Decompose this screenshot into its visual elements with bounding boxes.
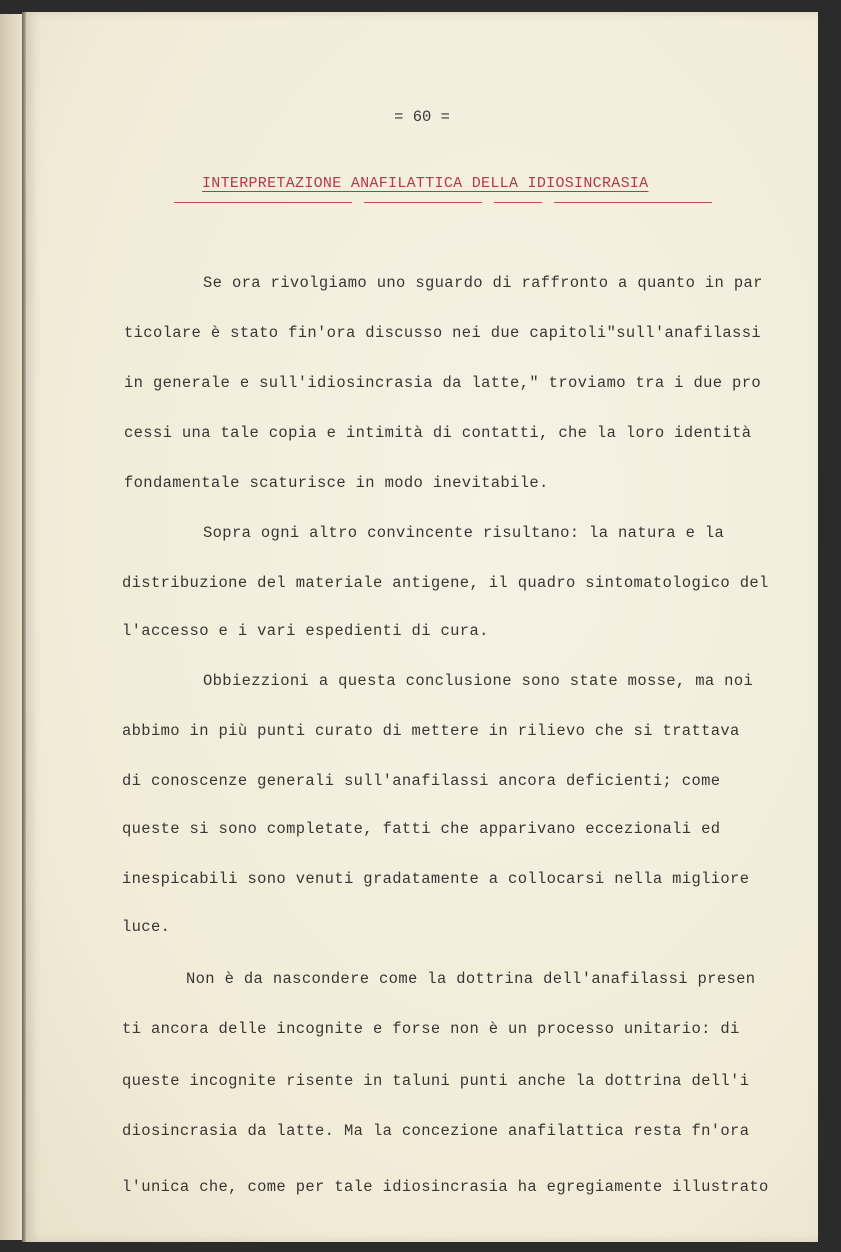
facing-page-edge xyxy=(0,14,23,1240)
text-line: Non è da nascondere come la dottrina dell'anafilassi presen xyxy=(186,970,756,988)
text-line: luce. xyxy=(122,918,171,936)
text-line: di conoscenze generali sull'anafilassi ancora deficienti; come xyxy=(122,772,721,790)
text-line: Se ora rivolgiamo uno sguardo di raffronto a quanto in par xyxy=(203,274,763,292)
text-line: l'accesso e i vari espedienti di cura. xyxy=(122,622,489,640)
text-line: in generale e sull'idiosincrasia da latte," troviamo tra i due pro xyxy=(124,374,761,392)
text-line: cessi una tale copia e intimità di contatti, che la loro identità xyxy=(124,424,752,442)
text-line: abbimo in più punti curato di mettere in rilievo che si trattava xyxy=(122,722,740,740)
title-double-rule-1 xyxy=(174,202,352,203)
text-line: distribuzione del materiale antigene, il quadro sintomatologico del xyxy=(122,574,769,592)
text-line: Sopra ogni altro convincente risultano: la natura e la xyxy=(203,524,725,542)
title-double-rule-2 xyxy=(364,202,482,203)
text-line: fondamentale scaturisce in modo inevitabile. xyxy=(124,474,549,492)
section-title: INTERPRETAZIONE ANAFILATTICA DELLA IDIOSINCRASIA xyxy=(202,175,649,192)
text-line: ti ancora delle incognite e forse non è un processo unitario: di xyxy=(122,1020,740,1038)
text-line: queste si sono completate, fatti che apparivano eccezionali ed xyxy=(122,820,721,838)
title-double-rule-3 xyxy=(494,202,542,203)
text-line: queste incognite risente in taluni punti anche la dottrina dell'i xyxy=(122,1072,750,1090)
document-page xyxy=(26,12,818,1242)
title-double-rule-4 xyxy=(554,202,712,203)
text-line: l'unica che, come per tale idiosincrasia ha egregiamente illustrato xyxy=(122,1178,769,1196)
text-line: inespicabili sono venuti gradatamente a collocarsi nella migliore xyxy=(122,870,750,888)
page-number: = 60 = xyxy=(394,108,450,126)
text-line: diosincrasia da latte. Ma la concezione anafilattica resta fn'ora xyxy=(122,1122,750,1140)
text-line: Obbiezzioni a questa conclusione sono state mosse, ma noi xyxy=(203,672,754,690)
text-line: ticolare è stato fin'ora discusso nei due capitoli"sull'anafilassi xyxy=(124,324,761,342)
